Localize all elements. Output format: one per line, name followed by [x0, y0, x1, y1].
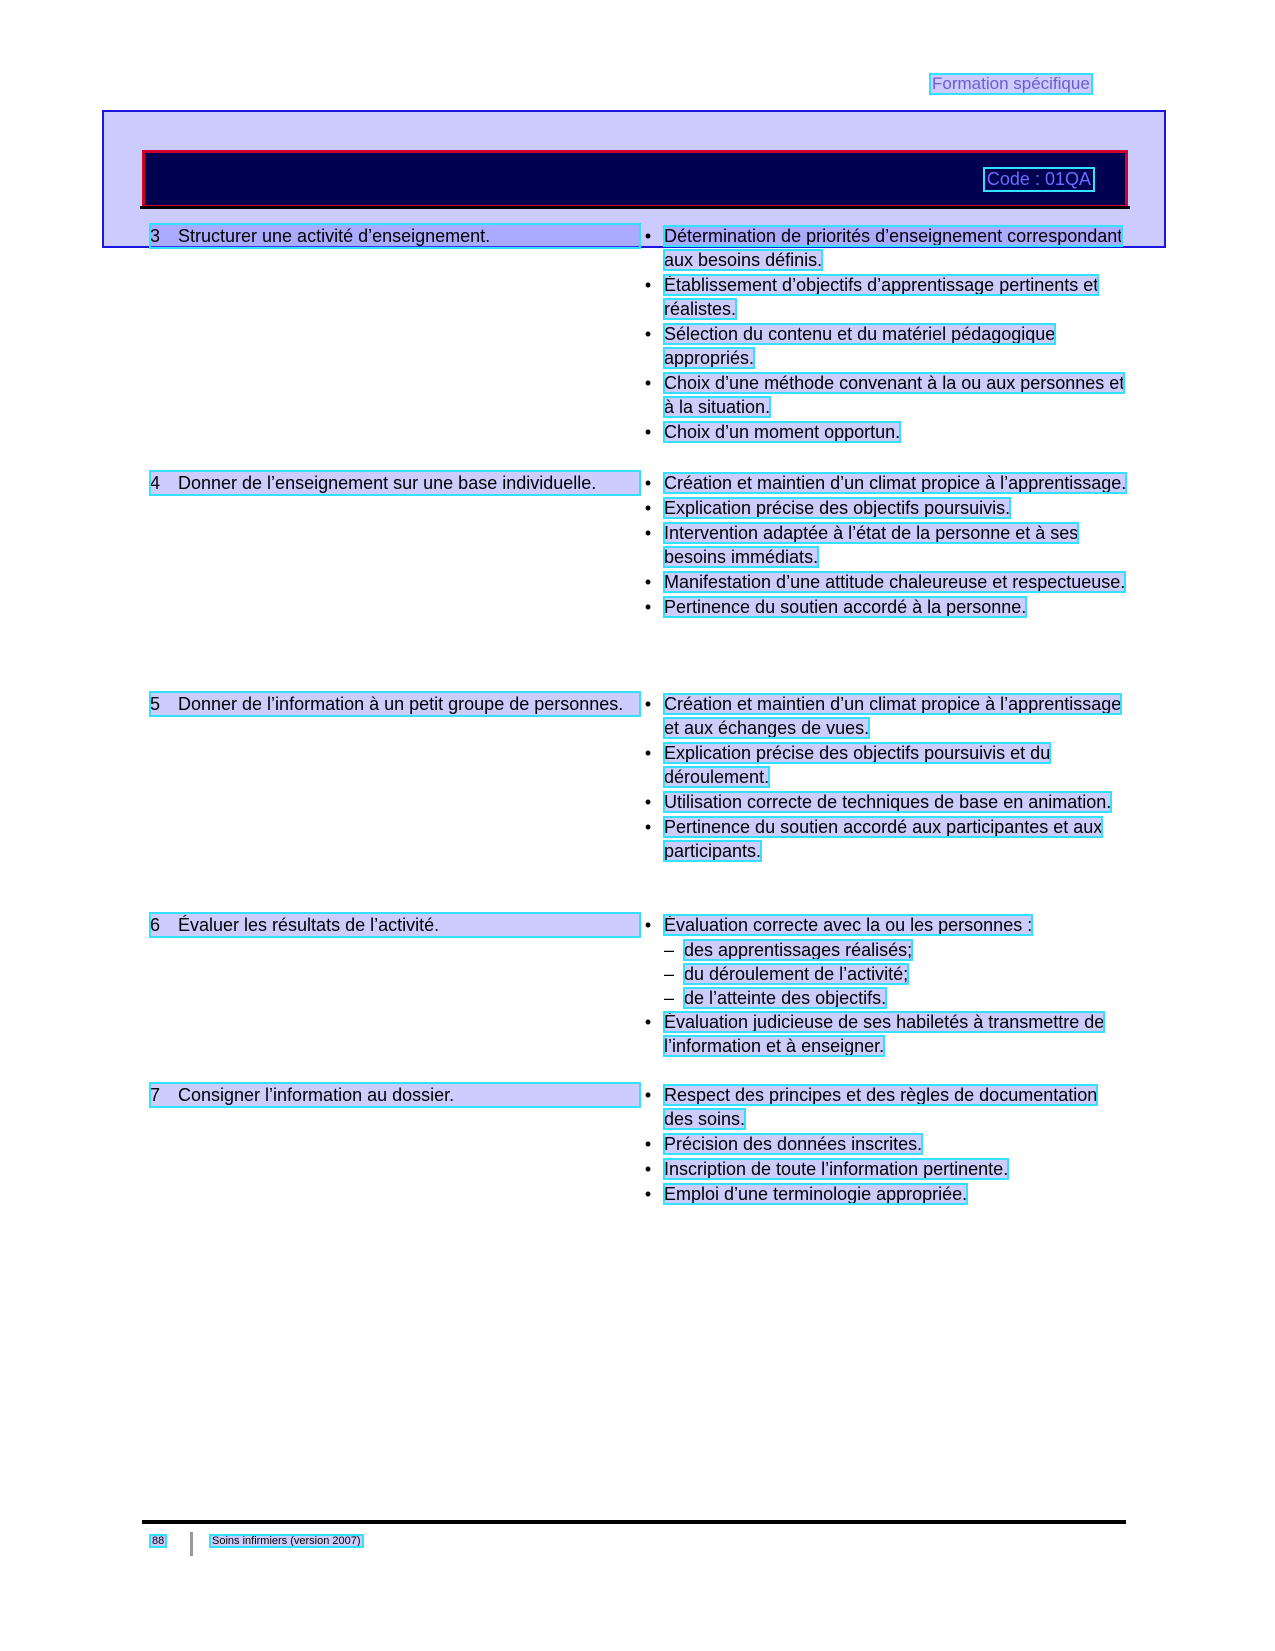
- footer-doc-title: Soins infirmiers (version 2007): [212, 1535, 361, 1547]
- criterion-item: • Choix d’un moment opportun.: [640, 420, 1130, 444]
- criteria-list: [640, 913, 1130, 1059]
- bullet-icon: •: [644, 498, 652, 518]
- footer-separator: [190, 1532, 193, 1556]
- criterion-item: • Respect des principes et des règles de documentation des soins.: [640, 1083, 1130, 1131]
- bullet-icon: •: [644, 1184, 652, 1204]
- dash-icon: –: [664, 988, 675, 1008]
- element-text: Donner de l’information à un petit groupe de personnes.: [178, 694, 624, 714]
- bullet-icon: •: [644, 792, 652, 812]
- criterion-item: • Emploi d’une terminologie appropriée.: [640, 1182, 1130, 1206]
- dash-icon: –: [664, 940, 675, 960]
- code-label: Code : 01QA: [986, 169, 1091, 189]
- criterion-item: • Explication précise des objectifs poursuivis.: [640, 496, 1130, 520]
- bullet-icon: •: [644, 275, 652, 295]
- footer-rule: [142, 1520, 1126, 1524]
- bullet-icon: •: [644, 523, 652, 543]
- criterion-item: • Pertinence du soutien accordé à la personne.: [640, 595, 1130, 619]
- element-cell: [150, 224, 640, 248]
- element-number: 7: [150, 1085, 161, 1105]
- criterion-item: • Évaluation judicieuse de ses habiletés à transmettre de l’information et à enseigner.: [640, 1010, 1130, 1058]
- criterion-subitem: – des apprentissages réalisés;: [664, 940, 913, 960]
- element-number: 3: [150, 226, 161, 246]
- criterion-item: • Intervention adaptée à l’état de la personne et à ses besoins immédiats.: [640, 521, 1130, 569]
- criterion-item: • Détermination de priorités d’enseignement correspondant aux besoins définis.: [640, 224, 1130, 272]
- criterion-item: • Précision des données inscrites.: [640, 1132, 1130, 1156]
- element-cell: [150, 692, 640, 716]
- bullet-icon: •: [644, 743, 652, 763]
- element-cell: [150, 1083, 640, 1107]
- bullet-icon: •: [644, 597, 652, 617]
- page-number: 88: [152, 1535, 165, 1547]
- criteria-list: [640, 1083, 1130, 1207]
- criterion-item: • Choix d’une méthode convenant à la ou aux personnes et à la situation.: [640, 371, 1130, 419]
- dash-icon: –: [664, 964, 675, 984]
- element-cell: [150, 471, 640, 495]
- bullet-icon: •: [644, 324, 652, 344]
- element-text: Structurer une activité d’enseignement.: [178, 226, 491, 246]
- bullet-icon: •: [644, 915, 652, 935]
- bullet-icon: •: [644, 422, 652, 442]
- criterion-item: • Établissement d’objectifs d’apprentissage pertinents et réalistes.: [640, 273, 1130, 321]
- criterion-item: • Sélection du contenu et du matériel pédagogique appropriés.: [640, 322, 1130, 370]
- criterion-item: • Manifestation d’une attitude chaleureuse et respectueuse.: [640, 570, 1130, 594]
- criterion-item: • Création et maintien d’un climat propice à l’apprentissage et aux échanges de vues.: [640, 692, 1130, 740]
- bullet-icon: •: [644, 572, 652, 592]
- bullet-icon: •: [644, 1159, 652, 1179]
- criterion-item: • Utilisation correcte de techniques de base en animation.: [640, 790, 1130, 814]
- criterion-item: • Évaluation correcte avec la ou les personnes :: [640, 913, 1130, 937]
- element-text: Consigner l’information au dossier.: [178, 1085, 455, 1105]
- title-rule: [140, 206, 1130, 209]
- criterion-item: • Explication précise des objectifs poursuivis et du déroulement.: [640, 741, 1130, 789]
- bullet-icon: •: [644, 1085, 652, 1105]
- criterion-subitem: – de l’atteinte des objectifs.: [664, 988, 887, 1008]
- criteria-list: [640, 471, 1130, 620]
- criterion-subitem: – du déroulement de l’activité;: [664, 964, 909, 984]
- bullet-icon: •: [644, 817, 652, 837]
- element-number: 6: [150, 915, 161, 935]
- criterion-item: • Pertinence du soutien accordé aux participantes et aux participants.: [640, 815, 1130, 863]
- criteria-list: [640, 692, 1130, 864]
- element-number: 5: [150, 694, 161, 714]
- element-text: Évaluer les résultats de l’activité.: [178, 915, 440, 935]
- element-text: Donner de l’enseignement sur une base individuelle.: [178, 473, 597, 493]
- bullet-icon: •: [644, 226, 652, 246]
- bullet-icon: •: [644, 373, 652, 393]
- element-cell: [150, 913, 640, 937]
- bullet-icon: •: [644, 1012, 652, 1032]
- criterion-item: • Création et maintien d’un climat propice à l’apprentissage.: [640, 471, 1130, 495]
- element-number: 4: [150, 473, 161, 493]
- criterion-item: • Inscription de toute l’information pertinente.: [640, 1157, 1130, 1181]
- bullet-icon: •: [644, 473, 652, 493]
- criteria-list: [640, 224, 1130, 445]
- title-bar: [142, 150, 1128, 208]
- page-header-section: Formation spécifique: [932, 74, 1090, 93]
- bullet-icon: •: [644, 1134, 652, 1154]
- bullet-icon: •: [644, 694, 652, 714]
